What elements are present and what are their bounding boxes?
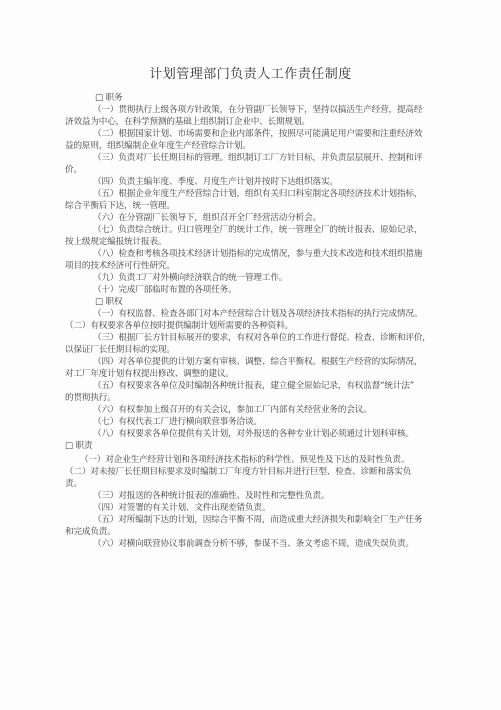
text-line: □ 职责	[65, 441, 93, 451]
text-line: （一）贯彻执行上级各项方针政策，在分管副厂长领导下，坚持以搞活生产经营，提高经	[93, 105, 423, 115]
text-line: （六）对横向联营协议事前调查分析不够，参谋不当、条文考虑不周，造成失误负责。	[93, 539, 414, 549]
text-line: （七）负责综合统计。归口管理全厂的统计工作，统一管理全厂的统计报表、原始记录，	[93, 225, 423, 235]
text-line: （六）有权参加上级召开的有关会议，参加工厂内部有关经营业务的会议。	[93, 405, 372, 415]
text-line: 济效益为中心，在科学预测的基础上组织制订企业中、长期规划。	[65, 117, 310, 127]
text-line: 和完成负责。	[65, 527, 116, 537]
text-line: （七）有权代表工厂进行横向联营事务洽谈。	[93, 417, 262, 427]
text-line: （三）负责对厂长任期目标的管理。组织制订工厂方针目标，并负责层层展开、控制和评	[93, 153, 423, 163]
text-line: （一）有权监督、检查各部门对本产经营综合计划及各项经济技术指标的执行完成情况。	[93, 309, 423, 319]
text-line: □ 职务	[95, 93, 123, 103]
text-line: （二）根据国家计划、市场需要和企业内部条件，按照尽可能满足用户需要和注重经济效	[93, 129, 423, 139]
text-line: 价。	[65, 165, 82, 175]
text-line: （二）有权要求各单位按时提供编制计划所需要的各种资料。	[65, 321, 293, 331]
text-line: （二）对未按厂长任期目标要求及时编制工厂年度方针目标并进行巨型、检查、诊断和落实负	[65, 467, 412, 477]
text-line: （十）完成厂部临时布置的各项任务。	[93, 285, 237, 295]
text-line: （九）负责工厂对外横向经济联合的统一管理工作。	[93, 273, 288, 283]
text-line: （四）对签署的有关计划、文件出现差错负责。	[93, 503, 271, 513]
text-line: 按上级规定编报统计报表。	[65, 237, 167, 247]
text-line: □ 职权	[95, 297, 123, 307]
text-line: （八）检查和考核各项技术经济计划指标的完成情况，参与重大技术改造和技术组织措施	[93, 249, 423, 259]
text-line: 项目的技术经济可行性研究。	[65, 261, 175, 271]
text-line: （五）根据企业年度生产经营综合计划，组织有关归口科室制定各项经济技术计划指标，	[93, 189, 423, 199]
text-line: （五）有权要求各单位及时编制各种统计报表，建立健全原始记录，有权监督“统计法”	[93, 381, 415, 391]
text-line: 责。	[65, 479, 82, 489]
text-line: 以保证厂长任期目标的实现。	[65, 345, 175, 355]
document-title: 计划管理部门负责人工作责任制度	[149, 67, 352, 82]
text-line: 综合平衡后下达，统一管理。	[65, 201, 175, 211]
text-line: （八）有权要求各单位提供有关计划，对外报送的各种专业计划必须通过计划科审核。	[93, 429, 414, 439]
text-line: （六）在分管副厂长领导下，组织召开全厂经营活动分析会。	[93, 213, 321, 223]
text-line: （五）对所编制下达的计划，因综合平衡不周，而造成重大经济损失和影响全厂生产任务	[93, 515, 423, 525]
text-line: （四）负责主编年度、季度、月度生产计划并按时下达组织落实。	[93, 177, 338, 187]
text-line: 对工厂年度计划有权提出修改、调整的建议。	[65, 369, 234, 379]
text-line: （四）对各单位提供的计划方案有审核、调整、综合平衡权。根据生产经营的实际情况，	[93, 357, 423, 367]
text-line: 益的原则，组织编制企业年度生产经营综合计划。	[65, 141, 251, 151]
text-line: 的贯彻执行。	[65, 393, 116, 403]
text-line: （一）对企业生产经营计划和各项经济技术指标的科学性、预见性及下达的及时性负责。	[80, 455, 410, 465]
text-line: （三）根据厂长方针目标展开的要求，有权对各单位的工作进行督促、检查、诊断和评价，	[93, 333, 431, 343]
text-line: （三）对报送的各种统计报表的准确性、及时性和完整性负责。	[93, 491, 330, 501]
